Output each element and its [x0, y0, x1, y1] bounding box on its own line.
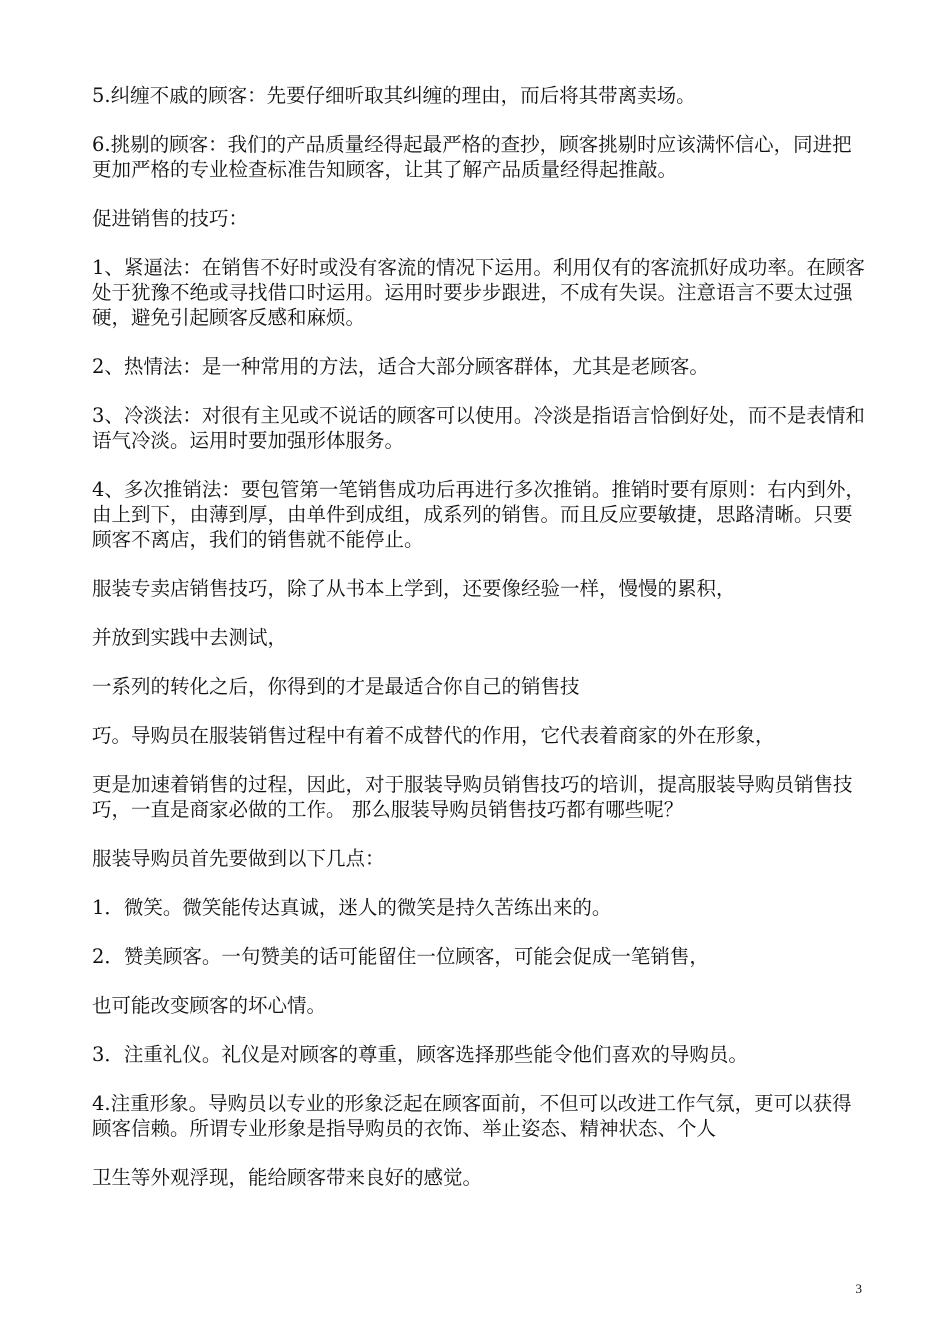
- paragraph-guide-role: 巧。导购员在服装销售过程中有着不成替代的作用，它代表着商家的外在形象，: [92, 724, 775, 747]
- paragraph-practice-test: 并放到实践中去测试，: [92, 626, 288, 649]
- page-number: 3: [855, 1281, 862, 1296]
- paragraph-multiple-sales-method: 4、多次推销法：要包管第一笔销售成功后再进行多次推销。推销时要有原则：右内到外，由上到下，由薄到厚，由单件到成组，成系列的销售。而且反应要敏捷，思路清晰。只要顾客不离店，我们的销售就不能停止。: [92, 478, 865, 551]
- paragraph-clingy-customer: 5.纠缠不戚的顾客：先要仔细听取其纠缠的理由，而后将其带离卖场。: [92, 84, 696, 107]
- document-body: [92, 83, 868, 1214]
- paragraph-store-techniques: 服装专卖店销售技巧，除了从书本上学到，还要像经验一样，慢慢的累积，: [92, 577, 736, 600]
- section-heading-sales-techniques: 促进销售的技巧：: [92, 207, 249, 230]
- paragraph-cool-method: 3、冷淡法：对很有主见或不说话的顾客可以使用。冷淡是指语言恰倒好处，而不是表情和语气冷淡。运用时要加强形体服务。: [92, 404, 865, 452]
- paragraph-training: 更是加速着销售的过程，因此，对于服装导购员销售技巧的培训，提高服装导购员销售技巧，一直是商家必做的工作。 那么服装导购员销售技巧都有哪些呢？: [92, 773, 853, 821]
- paragraph-picky-customer: 6.挑剔的顾客：我们的产品质量经得起最严格的查抄，顾客挑剔时应该满怀信心，同进把更加严格的专业检查标准告知顾客，让其了解产品质量经得起推敲。: [92, 133, 852, 181]
- paragraph-pressing-method: 1、紧逼法：在销售不好时或没有客流的情况下运用。利用仅有的客流抓好成功率。在顾客处于犹豫不绝或寻找借口时运用。运用时要步步跟进，不成有失误。注意语言不要太过强硬，避免引起顾客反感和麻烦。: [92, 256, 865, 329]
- paragraph-series-transformation: 一系列的转化之后，你得到的才是最适合你自己的销售技: [92, 675, 580, 698]
- list-item-praise: 2．赞美顾客。一句赞美的话可能留住一位顾客，可能会促成一笔销售，: [92, 945, 709, 968]
- paragraph-warm-method: 2、热情法：是一种常用的方法，适合大部分顾客群体，尤其是老顾客。: [92, 355, 709, 378]
- paragraph-key-points-intro: 服装导购员首先要做到以下几点：: [92, 847, 385, 870]
- paragraph-image-continued: 卫生等外观浮现，能给顾客带来良好的感觉。: [92, 1166, 483, 1189]
- list-item-smile: 1．微笑。微笑能传达真诚，迷人的微笑是持久苦练出来的。: [92, 896, 612, 919]
- paragraph-praise-continued: 也可能改变顾客的坏心情。: [92, 994, 327, 1017]
- list-item-etiquette: 3．注重礼仪。礼仪是对顾客的尊重，顾客选择那些能令他们喜欢的导购员。: [92, 1043, 748, 1066]
- list-item-image: 4.注重形象。导购员以专业的形象泛起在顾客面前，不但可以改进工作气氛，更可以获得顾客信赖。所谓专业形象是指导购员的衣饰、举止姿态、精神状态、个人: [92, 1092, 852, 1140]
